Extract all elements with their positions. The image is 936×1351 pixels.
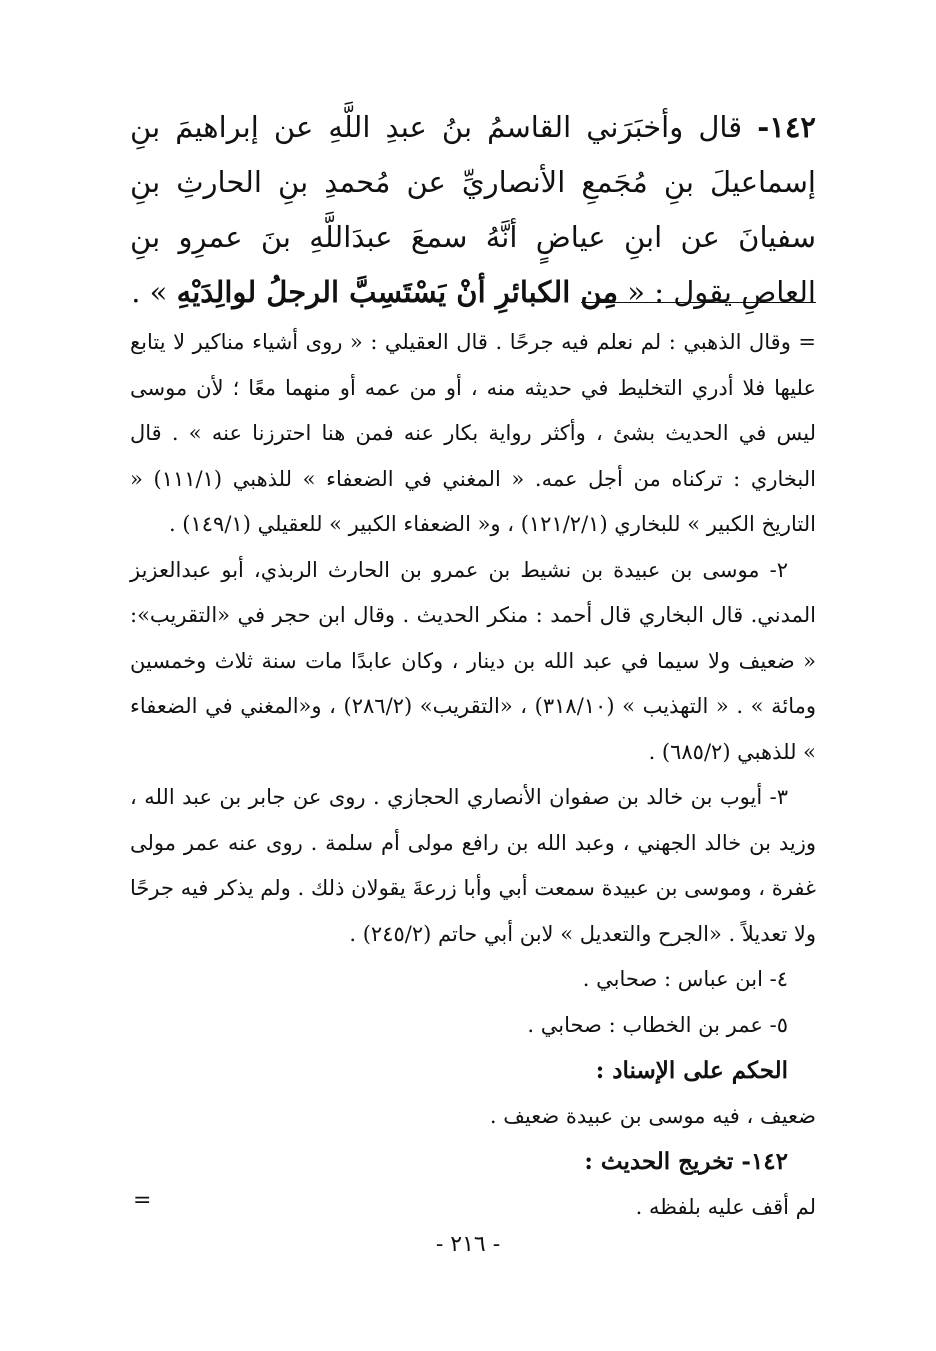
footnote-3: ٣- أيوب بن خالد بن صفوان الأنصاري الحجازي . روى عن جابر بن عبد الله ، وزيد بن خالد الجهني ، وعبد الله بن رافع مولى أم سلمة . روى عنه عمر مولى غفرة ، وموسى بن عبيدة سمعت أبي وأبا زرعةَ يقولان ذلك . ولم يذكر فيه جرحًا ولا تعديلاً . «الجرح والتعديل » لابن أبي حاتم (٢٤٥/٢) . xyxy=(130,785,816,946)
footnote-5: ٥- عمر بن الخطاب : صحابي . xyxy=(527,1012,788,1037)
hadith-text xyxy=(130,100,816,320)
isnad-ruling-text: ضعيف ، فيه موسى بن عبيدة ضعيف . xyxy=(489,1103,816,1128)
footnote-divider xyxy=(581,302,816,303)
hadith-number: ١٤٢- xyxy=(757,110,816,144)
continued-mark: = xyxy=(133,1188,152,1213)
footnote-4: ٤- ابن عباس : صحابي . xyxy=(582,967,788,991)
hadith-closing: » . xyxy=(131,275,177,309)
isnad-ruling-heading: الحكم على الإسناد : xyxy=(595,1057,788,1084)
footnote-2: ٢- موسى بن عبيدة بن نشيط بن عمرو بن الحارث الربذي، أبو عبدالعزيز المدني. قال البخاري قال أحمد : منكر الحديث . وقال ابن حجر في «التقريب»: « ضعيف ولا سيما في عبد الله بن دينار ، وكان عابدًا مات سنة ثلاث وخمسين ومائة » . « التهذيب » (٣١٨/١٠) ، «التقريب» (٢٨٦/٢) ، و«المغني في الضعفاء » للذهبي (٦٨٥/٢) . xyxy=(130,557,816,764)
takhrij-text: لم أقف عليه بلفظه . xyxy=(635,1194,816,1219)
hadith-intro: قال وأخبَرَني القاسمُ بنُ عبدِ اللَّهِ عن إبراهيمَ بنِ إسماعيلَ بنِ مُجَمعِ الأنصاريِّ عن مُحمدِ بنِ الحارثِ بنِ سفيانَ عن ابنِ عياضٍ أنَّهُ سمعَ عبدَاللَّهِ بنَ عمرِو بنِ العاصِ يقول : « xyxy=(130,110,816,309)
hadith-quote: مِن الكبائرِ أنْ يَسْتَسِبَّ الرجلُ لوالِدَيْهِ xyxy=(176,275,619,309)
page-number: - ٢١٦ - xyxy=(435,1232,501,1257)
footnotes xyxy=(130,320,816,1230)
footnote-continuation: = وقال الذهبي : لم نعلم فيه جرحًا . قال العقيلي : « روى أشياء مناكير لا يتابع عليها فلا أدري التخليط في حديثه منه ، أو من عمه أو منهما معًا ؛ لأن موسى ليس في الحديث بشئ ، وأكثر رواية بكار عنه فمن هنا احترزنا عنه » . قال البخاري : تركناه من أجل عمه. « المغني في الضعفاء » للذهبي (١١١/١) « التاريخ الكبير » للبخاري (١٢١/٢/١) ، و« الضعفاء الكبير » للعقيلي (١٤٩/١) . xyxy=(130,330,816,536)
takhrij-heading: ١٤٢- تخريج الحديث : xyxy=(584,1148,788,1175)
